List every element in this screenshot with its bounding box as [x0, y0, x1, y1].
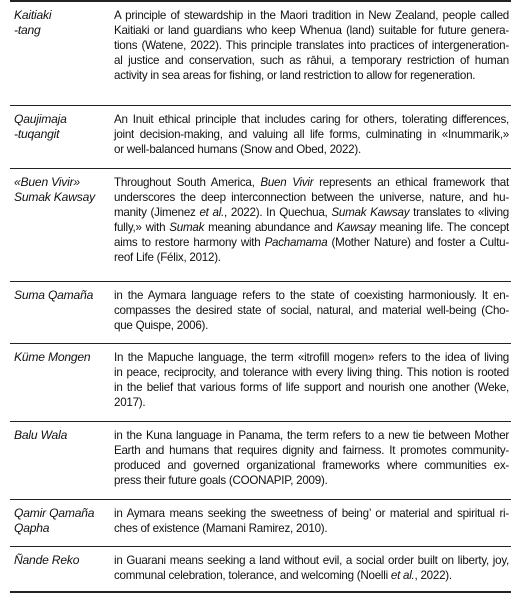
text-line: joint decision-making, and valuing all life forms, culminating in «Inummarik,» [114, 128, 509, 141]
text-line: in the Aymara language refers to the state of coexisting harmoniously. It en- [114, 289, 509, 302]
table-row [10, 547, 511, 593]
text-line: in peace, reciprocity, and tolerance with every living thing. This notion is rooted [114, 366, 509, 379]
text-line: fully,» with Sumak meaning abundance and Kawsay meaning life. The concept [114, 221, 509, 234]
concepts-table [10, 0, 511, 593]
description-cell [104, 422, 511, 499]
text-line: In the Mapuche language, the term «itrofill mogen» refers to the idea of living [114, 351, 509, 364]
table-row [10, 169, 511, 282]
text-line: compasses the desired state of social, natural, and material well-being (Cho- [114, 304, 509, 317]
table-row [10, 422, 511, 500]
term-line: Qamir Qamaña [14, 506, 95, 520]
text-line: tions (Watene, 2022). This principle translates into practices of intergeneration- [114, 39, 509, 52]
term-cell [10, 282, 104, 343]
text-line: underscores the deep interconnection between the universe, nature, and hu- [114, 191, 509, 204]
text-line: produced and governed organizational frameworks where communities ex- [114, 459, 509, 472]
term-line: Qapha [14, 521, 50, 535]
term-line: Suma Qamaña [14, 288, 94, 302]
description-cell [104, 500, 511, 546]
text-line: Earth and humans that requires dignity and fairness. It promotes community- [114, 444, 509, 457]
description-cell [104, 344, 511, 421]
term-cell [10, 547, 104, 591]
text-line: 2017). [114, 396, 146, 409]
term-line: Sumak Kawsay [14, 190, 95, 204]
text-line: in Aymara means seeking the sweetness of being’ or material and spiritual ri- [114, 507, 509, 520]
text-line: Throughout South America, Buen Vivir represents an ethical framework that [114, 176, 509, 189]
term-line: Ñande Reko [14, 553, 80, 567]
description-cell [104, 2, 511, 105]
term-cell [10, 2, 104, 105]
term-line: Kaitiaki [14, 8, 52, 22]
table-row [10, 500, 511, 547]
text-line: que Quispe, 2006). [114, 319, 209, 332]
description-cell [104, 169, 511, 281]
text-line: in the Kuna language in Panama, the term refers to a new tie between Mother [114, 429, 509, 442]
text-line: Kaitiaki or land guardians who keep Whenua (land) suitable for future genera- [114, 24, 509, 37]
table-row [10, 344, 511, 422]
term-cell [10, 169, 104, 281]
text-line: An Inuit ethical principle that includes caring for others, tolerating differences, [114, 113, 509, 126]
description-cell [104, 547, 511, 591]
text-line: aims to restore harmony with Pachamama (Mother Nature) and foster a Cultu- [114, 236, 509, 249]
text-line: or well-balanced humans (Snow and Obed, 2022). [114, 143, 361, 156]
term-line: Qaujimaja [14, 112, 67, 126]
term-line: Balu Wala [14, 428, 68, 442]
text-line: press their future goals (COONAPIP, 2009). [114, 474, 328, 487]
text-line: A principle of stewardship in the Maori tradition in New Zealand, people called [114, 9, 509, 22]
text-line: in Guarani means seeking a land without evil, a social order built on liberty, joy, [114, 554, 509, 567]
term-line: -tuqangit [14, 127, 60, 141]
text-line: communal celebration, tolerance, and welcoming (Noelli et al., 2022). [114, 569, 452, 582]
description-cell [104, 282, 511, 343]
text-line: ches of existence (Mamani Ramirez, 2010). [114, 522, 328, 535]
term-line: -tang [14, 23, 41, 37]
term-cell [10, 500, 104, 546]
table-row [10, 282, 511, 344]
table-row [10, 2, 511, 106]
text-line: reof Life (Félix, 2012). [114, 251, 221, 264]
text-line: manity (Jimenez et al., 2022). In Quechua, Sumak Kawsay translates to «living [114, 206, 509, 219]
text-line: activity in sea areas for fishing, or land restriction to allow for regeneration. [114, 69, 476, 82]
term-cell [10, 106, 104, 168]
term-cell [10, 422, 104, 499]
term-line: «Buen Vivir» [14, 175, 80, 189]
text-line: al justice and conservation, such as rāhui, a temporary restriction of human [114, 54, 509, 67]
table-row [10, 106, 511, 169]
term-line: Küme Mongen [14, 350, 91, 364]
term-cell [10, 344, 104, 421]
text-line: in the belief that various forms of life support and nourish one another (Weke, [114, 381, 509, 394]
description-cell [104, 106, 511, 168]
